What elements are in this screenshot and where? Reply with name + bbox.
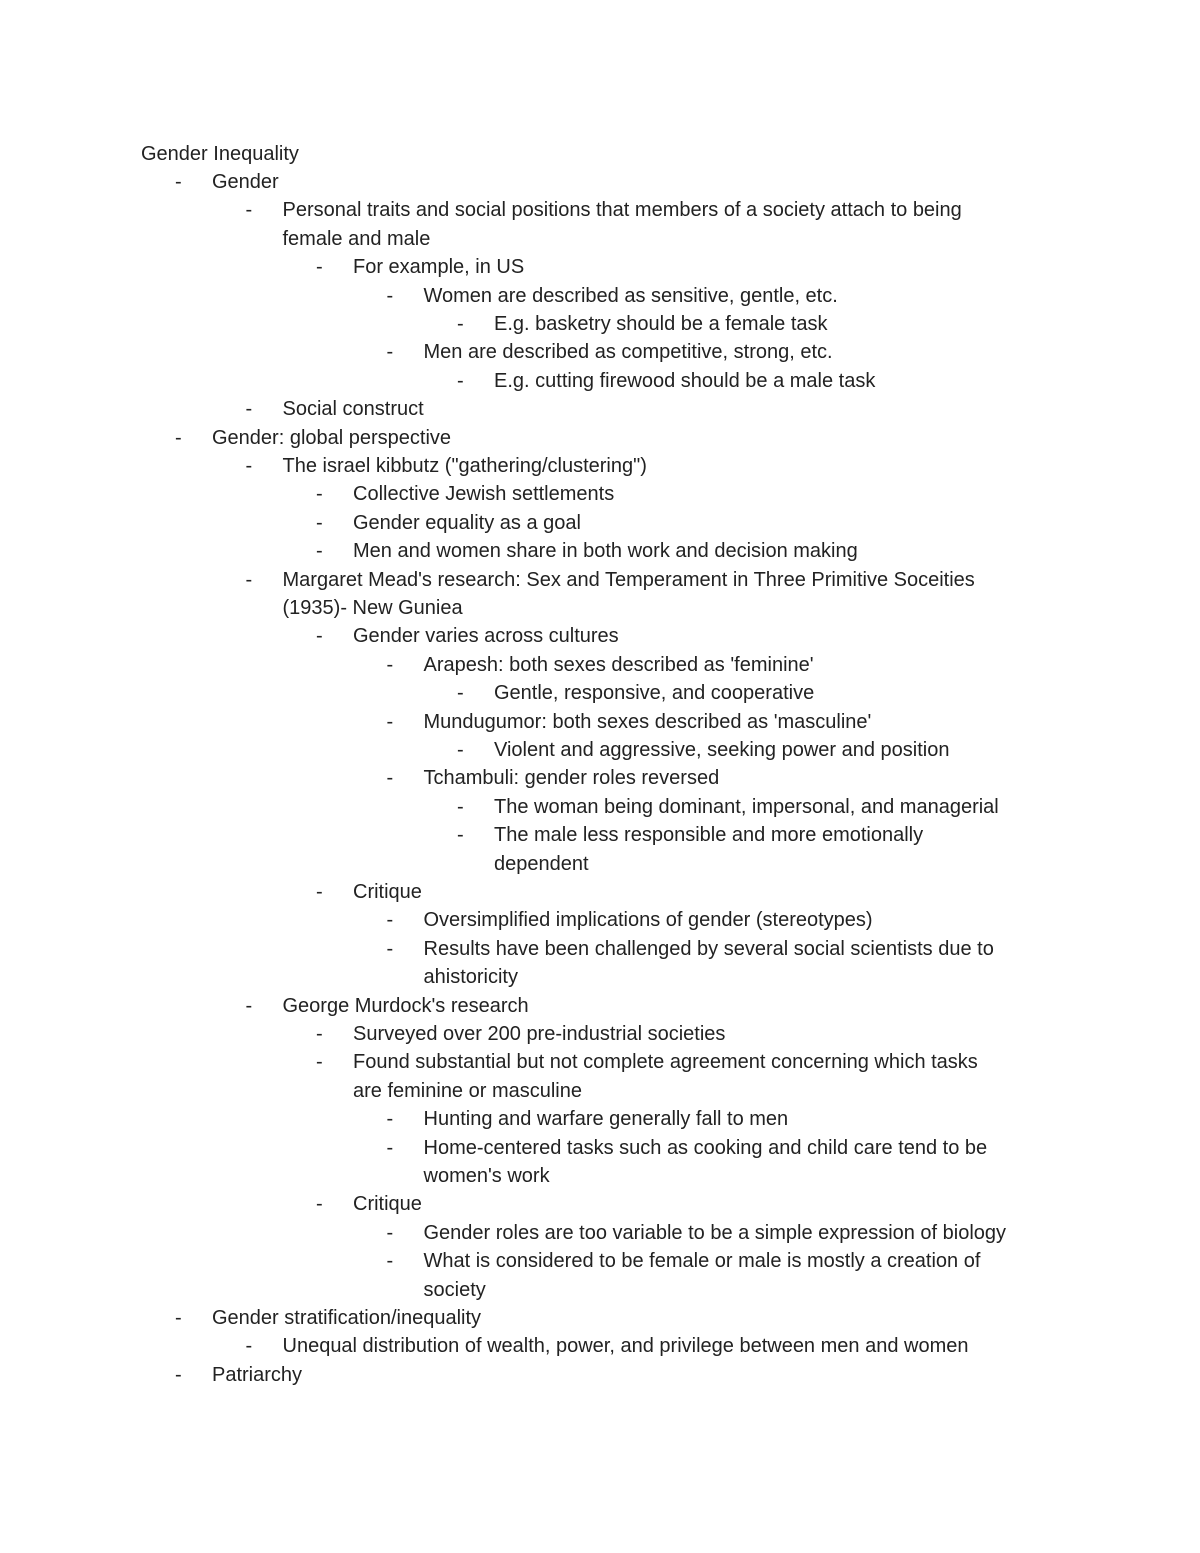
bullet-dash-icon: -	[316, 256, 323, 279]
outline-item-line: dependent	[494, 852, 589, 875]
outline-item-line: Gender roles are too variable to be a simple expression of biology	[423, 1221, 1007, 1244]
bullet-dash-icon: -	[316, 540, 323, 563]
outline-item-line: Violent and aggressive, seeking power and position	[494, 739, 950, 761]
bullet-dash-icon: -	[386, 937, 394, 960]
outline-item-line: society	[423, 1278, 486, 1301]
outline-item-line: Critique	[353, 881, 422, 903]
bullet-dash-icon: -	[316, 511, 323, 534]
bullet-dash-icon: -	[175, 426, 182, 449]
bullet-dash-icon: -	[245, 994, 253, 1017]
outline-item-line: women's work	[423, 1165, 550, 1187]
outline-item-line: The israel kibbutz ("gathering/clustering")	[282, 455, 647, 477]
bullet-dash-icon: -	[457, 824, 464, 847]
outline-item-line: Hunting and warfare generally fall to men	[423, 1108, 789, 1131]
outline-item-line: Gentle, responsive, and cooperative	[494, 682, 815, 705]
outline-item-line: Gender varies across cultures	[353, 625, 619, 648]
bullet-dash-icon: -	[316, 881, 323, 903]
outline-item-line: Mundugumor: both sexes described as 'masculine'	[423, 710, 872, 733]
bullet-dash-icon: -	[386, 653, 394, 676]
bullet-dash-icon: -	[386, 909, 394, 932]
outline-item-line: E.g. cutting firewood should be a male task	[494, 369, 876, 392]
bullet-dash-icon: -	[316, 1023, 323, 1045]
outline-item-line: Tchambuli: gender roles reversed	[423, 767, 720, 790]
outline-item-line: Critique	[353, 1193, 422, 1216]
outline-item-line: Arapesh: both sexes described as 'feminine'	[423, 653, 814, 676]
bullet-dash-icon: -	[386, 284, 394, 307]
bullet-dash-icon: -	[245, 568, 253, 591]
outline-item-line: E.g. basketry should be a female task	[494, 313, 828, 335]
outline-item-line: Collective Jewish settlements	[353, 483, 615, 506]
bullet-dash-icon: -	[316, 1193, 323, 1216]
bullet-dash-icon: -	[316, 1051, 323, 1074]
bullet-dash-icon: -	[457, 739, 464, 761]
bullet-dash-icon: -	[386, 710, 394, 733]
outline-item-line: The woman being dominant, impersonal, and managerial	[494, 795, 999, 818]
outline-item-line: Margaret Mead's research: Sex and Temperament in Three Primitive Soceities	[282, 568, 975, 591]
outline-item-line: George Murdock's research	[282, 994, 529, 1017]
outline-item-line: female and male	[282, 227, 431, 250]
bullet-dash-icon: -	[386, 767, 394, 790]
bullet-dash-icon: -	[386, 1136, 394, 1159]
bullet-dash-icon: -	[386, 1250, 394, 1273]
bullet-dash-icon: -	[245, 455, 253, 477]
outline-item-line: Gender stratification/inequality	[212, 1307, 482, 1329]
outline-item-line: Gender: global perspective	[212, 426, 452, 449]
outline-item-line: Gender equality as a goal	[353, 511, 581, 534]
outline-item-line: Gender	[212, 171, 279, 193]
outline-item-line: The male less responsible and more emotionally	[494, 824, 924, 847]
outline-item-line: (1935)- New Guniea	[282, 597, 463, 619]
outline-item-line: Personal traits and social positions that members of a society attach to being	[282, 199, 962, 222]
outline-item-line: Patriarchy	[212, 1363, 303, 1386]
bullet-dash-icon: -	[175, 1307, 182, 1329]
bullet-dash-icon: -	[386, 1221, 394, 1244]
outline-item-line: What is considered to be female or male is mostly a creation of	[423, 1250, 981, 1273]
bullet-dash-icon: -	[245, 398, 253, 421]
outline-item-line: Oversimplified implications of gender (stereotypes)	[423, 909, 873, 932]
outline-item-line: Men are described as competitive, strong, etc.	[423, 341, 833, 364]
bullet-dash-icon: -	[245, 1335, 253, 1358]
outline-item-line: are feminine or masculine	[353, 1079, 582, 1102]
outline-item-line: Unequal distribution of wealth, power, and privilege between men and women	[282, 1335, 969, 1358]
bullet-dash-icon: -	[386, 1108, 394, 1131]
outline-item-line: Women are described as sensitive, gentle, etc.	[423, 284, 838, 307]
bullet-dash-icon: -	[316, 483, 323, 506]
bullet-dash-icon: -	[457, 313, 464, 335]
bullet-dash-icon: -	[175, 171, 182, 193]
bullet-dash-icon: -	[457, 369, 464, 392]
bullet-dash-icon: -	[245, 199, 253, 222]
outline-item-line: For example, in US	[353, 256, 525, 279]
outline-item-line: Surveyed over 200 pre-industrial societies	[353, 1023, 726, 1045]
outline-item-line: Men and women share in both work and decision making	[353, 540, 858, 563]
bullet-dash-icon: -	[386, 341, 394, 364]
outline-item-line: Home-centered tasks such as cooking and child care tend to be	[423, 1136, 988, 1159]
bullet-dash-icon: -	[457, 682, 464, 705]
outline-item-line: Results have been challenged by several social scientists due to	[423, 937, 994, 960]
outline-item-line: ahistoricity	[423, 966, 518, 989]
outline-item-line: Social construct	[282, 398, 424, 421]
bullet-dash-icon: -	[175, 1363, 182, 1386]
bullet-dash-icon: -	[316, 625, 323, 648]
outline-item-line: Found substantial but not complete agreement concerning which tasks	[353, 1051, 978, 1074]
document-title: Gender Inequality	[141, 143, 299, 165]
bullet-dash-icon: -	[457, 795, 464, 818]
